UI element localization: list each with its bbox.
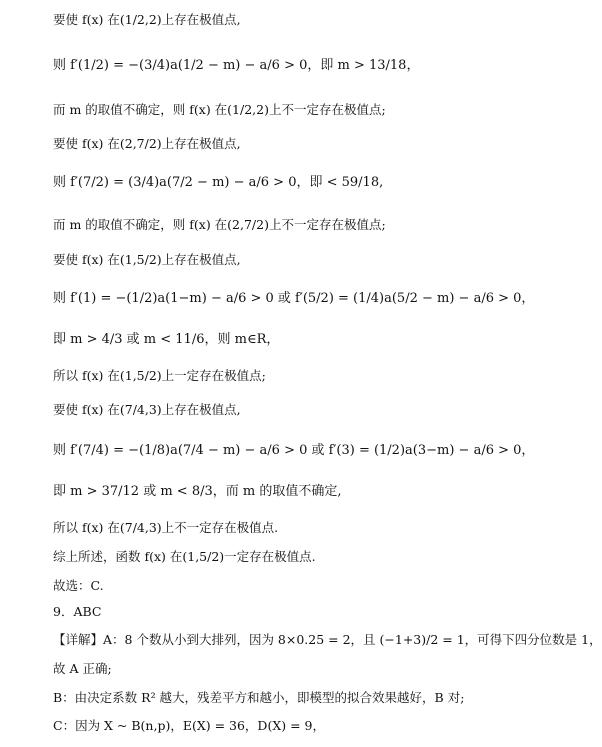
text-line: 所以 f(x) 在(7/4,3)上不一定存在极值点.: [53, 520, 279, 535]
text-line: 故选：C.: [53, 578, 104, 593]
text-line: C：因为 X ~ B(n,p)，E(X) = 36，D(X) = 9，: [53, 718, 325, 733]
formula-line: 则 f′(1/2) = −(3/4)a(1/2 − m) − a/6 > 0，即 m > 13/18，: [53, 58, 420, 73]
text-line: 所以 f(x) 在(1,5/2)上一定存在极值点;: [53, 368, 266, 383]
text-line: 而 m 的取值不确定，则 f(x) 在(2,7/2)上不一定存在极值点;: [53, 217, 386, 232]
formula-line: 即 m > 37/12 或 m < 8/3，而 m 的取值不确定,: [53, 484, 342, 499]
text-line: 【详解】A：8 个数从小到大排列，因为 8×0.25 = 2，且 (−1+3)/2 = 1，可得下四分位数是 1，: [53, 632, 602, 647]
formula-line: 即 m > 4/3 或 m < 11/6，则 m∈R，: [53, 332, 280, 347]
formula-line: 则 f′(1) = −(1/2)a(1−m) − a/6 > 0 或 f′(5/2) = (1/4)a(5/2 − m) − a/6 > 0，: [53, 291, 535, 306]
text-line: 要使 f(x) 在(1,5/2)上存在极值点,: [53, 252, 241, 267]
text-line: 要使 f(x) 在(2,7/2)上存在极值点,: [53, 136, 241, 151]
formula-line: 则 f′(7/4) = −(1/8)a(7/4 − m) − a/6 > 0 或 f′(3) = (1/2)a(3−m) − a/6 > 0，: [53, 443, 535, 458]
text-line: 要使 f(x) 在(7/4,3)上存在极值点,: [53, 402, 241, 417]
text-line: B：由决定系数 R² 越大，残差平方和越小，即模型的拟合效果越好，B 对;: [53, 690, 465, 705]
text-line: 要使 f(x) 在(1/2,2)上存在极值点,: [53, 12, 241, 27]
formula-line: 则 f′(7/2) = (3/4)a(7/2 − m) − a/6 > 0，即 < 59/18,: [53, 175, 384, 190]
question-number: 9．ABC: [53, 604, 102, 619]
text-line: 故 A 正确;: [53, 661, 112, 676]
text-line: 而 m 的取值不确定，则 f(x) 在(1/2,2)上不一定存在极值点;: [53, 102, 386, 117]
text-line: 综上所述，函数 f(x) 在(1,5/2)一定存在极值点.: [53, 549, 316, 564]
